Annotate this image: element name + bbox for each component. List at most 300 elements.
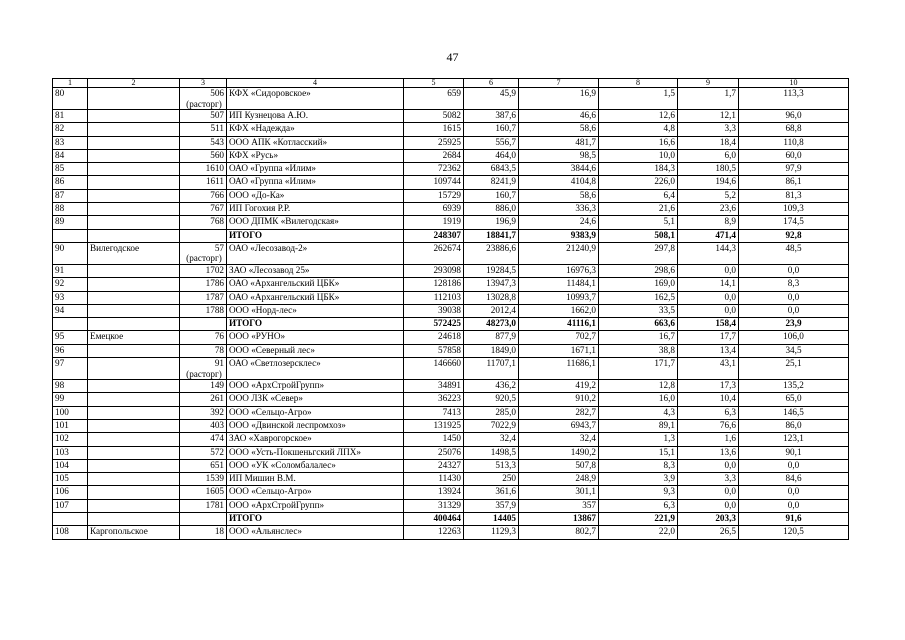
value-cell-text: 1129,3 bbox=[491, 526, 516, 537]
district-cell bbox=[88, 176, 180, 189]
value-cell-text: 9383,9 bbox=[570, 229, 596, 240]
value-cell bbox=[519, 242, 599, 264]
value-cell-text: 336,3 bbox=[575, 203, 596, 214]
lessee-cell bbox=[227, 318, 404, 331]
quarter-cell-text: 572 bbox=[210, 446, 224, 457]
district-cell bbox=[88, 163, 180, 176]
value-cell bbox=[519, 486, 599, 499]
value-cell bbox=[464, 526, 519, 539]
quarter-cell bbox=[180, 499, 227, 512]
row-number-cell-text: 101 bbox=[55, 419, 69, 430]
percent-cell-text: 23,9 bbox=[785, 318, 802, 329]
value-cell bbox=[599, 304, 678, 317]
percent-cell-text: 81,3 bbox=[785, 189, 802, 200]
page-number: 47 bbox=[446, 50, 459, 64]
value-cell-text: 196,9 bbox=[495, 216, 516, 227]
percent-cell-text: 135,2 bbox=[783, 380, 804, 391]
value-cell bbox=[678, 419, 739, 432]
quarter-cell bbox=[180, 242, 227, 264]
value-cell-text: 6,3 bbox=[724, 406, 736, 417]
lessee-cell-text: ОАО «Группа «Илим» bbox=[229, 176, 317, 187]
value-cell-text: 4104,8 bbox=[570, 176, 596, 187]
quarter-cell bbox=[180, 526, 227, 539]
table-row bbox=[53, 433, 849, 446]
value-cell-text: 6,4 bbox=[663, 189, 675, 200]
lessee-cell-text: ИТОГО bbox=[229, 318, 263, 329]
value-cell-text: 18,4 bbox=[719, 136, 736, 147]
value-cell bbox=[404, 344, 464, 357]
value-cell bbox=[404, 229, 464, 242]
value-cell-text: 0,0 bbox=[724, 291, 736, 302]
lessee-cell-text: ООО «УК «Соломбалалес» bbox=[229, 459, 336, 470]
table-row bbox=[53, 176, 849, 189]
table-row bbox=[53, 203, 849, 216]
quarter-cell bbox=[180, 446, 227, 459]
value-cell-text: 58,6 bbox=[579, 189, 596, 200]
value-cell-text: 10,4 bbox=[719, 393, 736, 404]
quarter-cell bbox=[180, 189, 227, 202]
value-cell-text: 180,5 bbox=[715, 163, 736, 174]
value-cell-text: 171,7 bbox=[654, 358, 675, 369]
quarter-cell bbox=[180, 229, 227, 242]
value-cell bbox=[599, 526, 678, 539]
row-number-cell bbox=[53, 110, 88, 123]
value-cell-text: 481,7 bbox=[575, 136, 596, 147]
row-number-cell-text: 104 bbox=[55, 459, 69, 470]
lessee-cell bbox=[227, 499, 404, 512]
value-cell-text: 169,0 bbox=[654, 278, 675, 289]
table-row bbox=[53, 123, 849, 136]
value-cell-text: 1490,2 bbox=[570, 446, 596, 457]
value-cell bbox=[404, 278, 464, 291]
value-cell-text: 17,3 bbox=[719, 380, 736, 391]
lessee-cell bbox=[227, 189, 404, 202]
value-cell bbox=[519, 380, 599, 393]
value-cell bbox=[404, 331, 464, 344]
value-cell-text: 43,1 bbox=[719, 358, 736, 369]
value-cell-text: 144,3 bbox=[715, 242, 736, 253]
value-cell-text: 1,5 bbox=[663, 88, 675, 98]
table-row bbox=[53, 499, 849, 512]
value-cell-text: 25076 bbox=[438, 446, 461, 457]
value-cell-text: 23886,6 bbox=[486, 242, 516, 253]
value-cell-text: 11430 bbox=[438, 473, 461, 484]
value-cell bbox=[678, 242, 739, 264]
value-cell-text: 1849,0 bbox=[490, 344, 516, 355]
value-cell bbox=[464, 513, 519, 526]
value-cell bbox=[404, 123, 464, 136]
district-cell bbox=[88, 499, 180, 512]
percent-cell-text: 110,8 bbox=[783, 136, 804, 147]
value-cell-text: 9,3 bbox=[663, 486, 675, 497]
row-number-cell bbox=[53, 406, 88, 419]
value-cell bbox=[599, 189, 678, 202]
value-cell-text: 46,6 bbox=[579, 110, 596, 120]
quarter-cell bbox=[180, 331, 227, 344]
value-cell bbox=[519, 526, 599, 539]
value-cell-text: 57858 bbox=[438, 344, 461, 355]
value-cell-text: 15729 bbox=[438, 189, 461, 200]
percent-cell bbox=[739, 331, 849, 344]
value-cell-text: 293098 bbox=[433, 264, 461, 275]
lessee-cell bbox=[227, 88, 404, 110]
row-number-cell-text: 106 bbox=[55, 486, 69, 497]
lessee-cell-text: ОАО «Светлозерсклес» bbox=[229, 358, 321, 369]
row-number-cell bbox=[53, 264, 88, 277]
value-cell-text: 357,9 bbox=[495, 499, 516, 510]
row-number-cell-text: 88 bbox=[55, 203, 65, 214]
row-number-cell-text: 105 bbox=[55, 473, 69, 484]
value-cell-text: 297,8 bbox=[654, 242, 675, 253]
lessee-cell-text: ИП Мишин В.М. bbox=[229, 473, 296, 484]
value-cell bbox=[519, 473, 599, 486]
row-number-cell bbox=[53, 446, 88, 459]
lessee-cell-text: ОАО «Группа «Илим» bbox=[229, 163, 317, 174]
quarter-cell-text: 261 bbox=[210, 393, 224, 404]
table-row bbox=[53, 526, 849, 539]
value-cell bbox=[678, 264, 739, 277]
value-cell bbox=[599, 123, 678, 136]
percent-cell-text: 146,5 bbox=[783, 406, 804, 417]
value-cell-text: 58,6 bbox=[579, 123, 596, 134]
value-cell-text: 36223 bbox=[438, 393, 461, 404]
value-cell-text: 109744 bbox=[433, 176, 461, 187]
row-number-cell bbox=[53, 331, 88, 344]
value-cell bbox=[519, 149, 599, 162]
value-cell bbox=[599, 331, 678, 344]
value-cell-text: 13867 bbox=[573, 513, 596, 524]
quarter-cell-text: 474 bbox=[210, 433, 224, 444]
quarter-cell-text: 1610 bbox=[205, 163, 224, 174]
value-cell-text: 6,3 bbox=[663, 499, 675, 510]
value-cell-text: 877,9 bbox=[495, 331, 516, 342]
row-number-cell bbox=[53, 88, 88, 110]
value-cell-text: 72362 bbox=[438, 163, 461, 174]
table-row bbox=[53, 291, 849, 304]
value-cell bbox=[599, 318, 678, 331]
percent-cell bbox=[739, 176, 849, 189]
value-cell bbox=[599, 278, 678, 291]
district-cell bbox=[88, 88, 180, 110]
value-cell-text: 31329 bbox=[438, 499, 461, 510]
quarter-cell bbox=[180, 344, 227, 357]
value-cell-text: 387,6 bbox=[495, 110, 516, 120]
value-cell-text: 23,6 bbox=[719, 203, 736, 214]
value-cell-text: 13,6 bbox=[719, 446, 736, 457]
table-row bbox=[53, 110, 849, 123]
lessee-cell-text: ООО «Двинской леспромхоз» bbox=[229, 419, 346, 430]
district-cell bbox=[88, 358, 180, 380]
table-row bbox=[53, 486, 849, 499]
value-cell bbox=[519, 110, 599, 123]
value-cell bbox=[678, 433, 739, 446]
value-cell-text: 10,0 bbox=[658, 149, 675, 160]
value-cell-text: 3,3 bbox=[724, 473, 736, 484]
value-cell-text: 21,6 bbox=[658, 203, 675, 214]
value-cell bbox=[599, 216, 678, 229]
quarter-cell-text: 1539 bbox=[205, 473, 224, 484]
value-cell-text: 1919 bbox=[442, 216, 461, 227]
value-cell bbox=[404, 291, 464, 304]
value-cell-text: 1662,0 bbox=[570, 304, 596, 315]
percent-cell-text: 60,0 bbox=[785, 149, 802, 160]
header-cell: 5 bbox=[404, 79, 464, 88]
value-cell bbox=[464, 203, 519, 216]
percent-cell bbox=[739, 380, 849, 393]
lessee-cell bbox=[227, 110, 404, 123]
row-number-cell-text: 90 bbox=[55, 242, 65, 253]
table-row bbox=[53, 393, 849, 406]
value-cell-text: 8,9 bbox=[724, 216, 736, 227]
value-cell bbox=[404, 393, 464, 406]
value-cell bbox=[678, 499, 739, 512]
district-cell bbox=[88, 473, 180, 486]
value-cell-text: 13924 bbox=[438, 486, 461, 497]
value-cell bbox=[404, 318, 464, 331]
value-cell bbox=[599, 242, 678, 264]
value-cell bbox=[519, 229, 599, 242]
quarter-cell-text: 78 bbox=[214, 344, 224, 355]
quarter-cell-text: 543 bbox=[210, 136, 224, 147]
percent-cell-text: 25,1 bbox=[785, 358, 802, 369]
lessee-cell-text: КФХ «Надежда» bbox=[229, 123, 295, 134]
value-cell bbox=[678, 163, 739, 176]
value-cell bbox=[599, 163, 678, 176]
value-cell-text: 1615 bbox=[442, 123, 461, 134]
percent-cell bbox=[739, 123, 849, 136]
row-number-cell bbox=[53, 513, 88, 526]
value-cell bbox=[519, 331, 599, 344]
lessee-cell-text: ОАО «Лесозавод-2» bbox=[229, 242, 308, 253]
percent-cell bbox=[739, 513, 849, 526]
value-cell bbox=[678, 459, 739, 472]
district-cell bbox=[88, 331, 180, 344]
value-cell bbox=[404, 149, 464, 162]
value-cell bbox=[599, 473, 678, 486]
quarter-cell bbox=[180, 278, 227, 291]
district-cell bbox=[88, 526, 180, 539]
quarter-note: (расторг) bbox=[186, 368, 222, 379]
row-number-cell-text: 96 bbox=[55, 344, 65, 355]
row-number-cell-text: 102 bbox=[55, 433, 69, 444]
quarter-cell bbox=[180, 473, 227, 486]
quarter-cell bbox=[180, 136, 227, 149]
row-number-cell bbox=[53, 486, 88, 499]
row-number-cell-text: 92 bbox=[55, 278, 65, 289]
value-cell-text: 400464 bbox=[433, 513, 461, 524]
percent-cell bbox=[739, 242, 849, 264]
district-cell bbox=[88, 304, 180, 317]
district-cell bbox=[88, 486, 180, 499]
row-number-cell-text: 95 bbox=[55, 331, 65, 342]
value-cell-text: 8,3 bbox=[663, 459, 675, 470]
lessee-cell-text: ООО ЛЗК «Север» bbox=[229, 393, 303, 404]
value-cell-text: 508,1 bbox=[654, 229, 675, 240]
value-cell-text: 203,3 bbox=[715, 513, 736, 524]
percent-cell bbox=[739, 433, 849, 446]
header-cell: 10 bbox=[739, 79, 849, 88]
value-cell bbox=[599, 513, 678, 526]
value-cell-text: 11707,1 bbox=[486, 358, 516, 369]
row-number-cell bbox=[53, 203, 88, 216]
value-cell bbox=[599, 406, 678, 419]
value-cell bbox=[464, 229, 519, 242]
value-cell-text: 89,1 bbox=[658, 419, 675, 430]
percent-cell bbox=[739, 393, 849, 406]
row-number-cell bbox=[53, 433, 88, 446]
percent-cell-text: 96,0 bbox=[785, 110, 802, 120]
value-cell bbox=[599, 393, 678, 406]
header-cell: 6 bbox=[464, 79, 519, 88]
table-row bbox=[53, 358, 849, 380]
district-cell bbox=[88, 278, 180, 291]
table-row bbox=[53, 88, 849, 110]
lessee-cell bbox=[227, 380, 404, 393]
lessee-cell bbox=[227, 513, 404, 526]
district-cell bbox=[88, 189, 180, 202]
value-cell-text: 659 bbox=[447, 88, 461, 98]
quarter-cell bbox=[180, 406, 227, 419]
value-cell-text: 16,7 bbox=[658, 331, 675, 342]
percent-cell bbox=[739, 304, 849, 317]
quarter-cell bbox=[180, 393, 227, 406]
district-cell bbox=[88, 229, 180, 242]
value-cell bbox=[404, 526, 464, 539]
percent-cell bbox=[739, 499, 849, 512]
value-cell-text: 12,8 bbox=[658, 380, 675, 391]
value-cell bbox=[519, 499, 599, 512]
value-cell bbox=[599, 176, 678, 189]
value-cell-text: 11686,1 bbox=[566, 358, 596, 369]
value-cell bbox=[404, 163, 464, 176]
value-cell-text: 1498,5 bbox=[490, 446, 516, 457]
value-cell bbox=[464, 331, 519, 344]
row-number-cell bbox=[53, 123, 88, 136]
lessee-cell-text: ООО АПК «Котласский» bbox=[229, 136, 328, 147]
district-cell bbox=[88, 110, 180, 123]
value-cell-text: 1,7 bbox=[724, 88, 736, 98]
table-row bbox=[53, 304, 849, 317]
value-cell bbox=[464, 278, 519, 291]
quarter-cell bbox=[180, 216, 227, 229]
lessee-cell bbox=[227, 264, 404, 277]
value-cell bbox=[464, 344, 519, 357]
district-cell bbox=[88, 513, 180, 526]
value-cell-text: 11484,1 bbox=[566, 278, 596, 289]
header-cell: 1 bbox=[53, 79, 88, 88]
percent-cell-text: 97,9 bbox=[785, 163, 802, 174]
table-row bbox=[53, 419, 849, 432]
value-cell-text: 13028,8 bbox=[486, 291, 516, 302]
quarter-cell-text: 766 bbox=[210, 189, 224, 200]
percent-cell-text: 0,0 bbox=[787, 486, 800, 497]
quarter-cell bbox=[180, 358, 227, 380]
value-cell bbox=[464, 149, 519, 162]
lessee-cell bbox=[227, 123, 404, 136]
value-cell bbox=[519, 136, 599, 149]
percent-cell bbox=[739, 526, 849, 539]
value-cell bbox=[599, 459, 678, 472]
quarter-cell bbox=[180, 110, 227, 123]
lessee-cell bbox=[227, 419, 404, 432]
row-number-cell bbox=[53, 278, 88, 291]
quarter-cell-text: 18 bbox=[214, 526, 224, 537]
value-cell-text: 471,4 bbox=[715, 229, 736, 240]
value-cell-text: 0,0 bbox=[724, 459, 736, 470]
value-cell bbox=[519, 88, 599, 110]
value-cell-text: 285,0 bbox=[495, 406, 516, 417]
percent-cell bbox=[739, 406, 849, 419]
value-cell bbox=[519, 419, 599, 432]
value-cell bbox=[678, 486, 739, 499]
lessee-cell-text: ООО «До-Ка» bbox=[229, 189, 285, 200]
value-cell-text: 7413 bbox=[442, 406, 461, 417]
percent-cell bbox=[739, 446, 849, 459]
value-cell-text: 34891 bbox=[438, 380, 461, 391]
district-cell bbox=[88, 216, 180, 229]
total-row bbox=[53, 513, 849, 526]
lessee-cell bbox=[227, 291, 404, 304]
district-cell bbox=[88, 136, 180, 149]
value-cell bbox=[678, 291, 739, 304]
percent-cell-text: 84,6 bbox=[785, 473, 802, 484]
lessee-cell bbox=[227, 344, 404, 357]
value-cell-text: 18841,7 bbox=[486, 229, 516, 240]
value-cell bbox=[464, 88, 519, 110]
table-row bbox=[53, 278, 849, 291]
value-cell bbox=[599, 203, 678, 216]
value-cell bbox=[678, 380, 739, 393]
value-cell-text: 0,0 bbox=[724, 304, 736, 315]
column-number-header bbox=[53, 79, 849, 88]
value-cell bbox=[404, 203, 464, 216]
lessee-cell bbox=[227, 136, 404, 149]
percent-cell bbox=[739, 110, 849, 123]
row-number-cell bbox=[53, 291, 88, 304]
row-number-cell-text: 87 bbox=[55, 189, 65, 200]
value-cell-text: 38,8 bbox=[658, 344, 675, 355]
percent-cell bbox=[739, 291, 849, 304]
quarter-cell-text: 1787 bbox=[205, 291, 224, 302]
table-row bbox=[53, 459, 849, 472]
percent-cell bbox=[739, 473, 849, 486]
value-cell bbox=[599, 419, 678, 432]
value-cell bbox=[599, 446, 678, 459]
value-cell-text: 146660 bbox=[433, 358, 461, 369]
value-cell bbox=[404, 513, 464, 526]
value-cell bbox=[678, 278, 739, 291]
value-cell-text: 802,7 bbox=[575, 526, 596, 537]
data-table bbox=[52, 78, 849, 540]
quarter-cell-text: 57 bbox=[214, 242, 224, 253]
value-cell bbox=[404, 499, 464, 512]
percent-cell bbox=[739, 163, 849, 176]
value-cell-text: 32,4 bbox=[579, 433, 596, 444]
lessee-cell-text: ЗАО «Лесозавод 25» bbox=[229, 264, 310, 275]
value-cell bbox=[599, 344, 678, 357]
row-number-cell bbox=[53, 149, 88, 162]
table-row bbox=[53, 473, 849, 486]
value-cell bbox=[678, 513, 739, 526]
row-number-cell-text: 97 bbox=[55, 358, 65, 369]
quarter-cell-text: 91 bbox=[214, 358, 224, 369]
value-cell-text: 184,3 bbox=[654, 163, 675, 174]
header-cell: 2 bbox=[88, 79, 180, 88]
lessee-cell-text: ООО «Сельцо-Агро» bbox=[229, 406, 312, 417]
value-cell-text: 32,4 bbox=[499, 433, 516, 444]
district-cell bbox=[88, 459, 180, 472]
value-cell bbox=[599, 486, 678, 499]
